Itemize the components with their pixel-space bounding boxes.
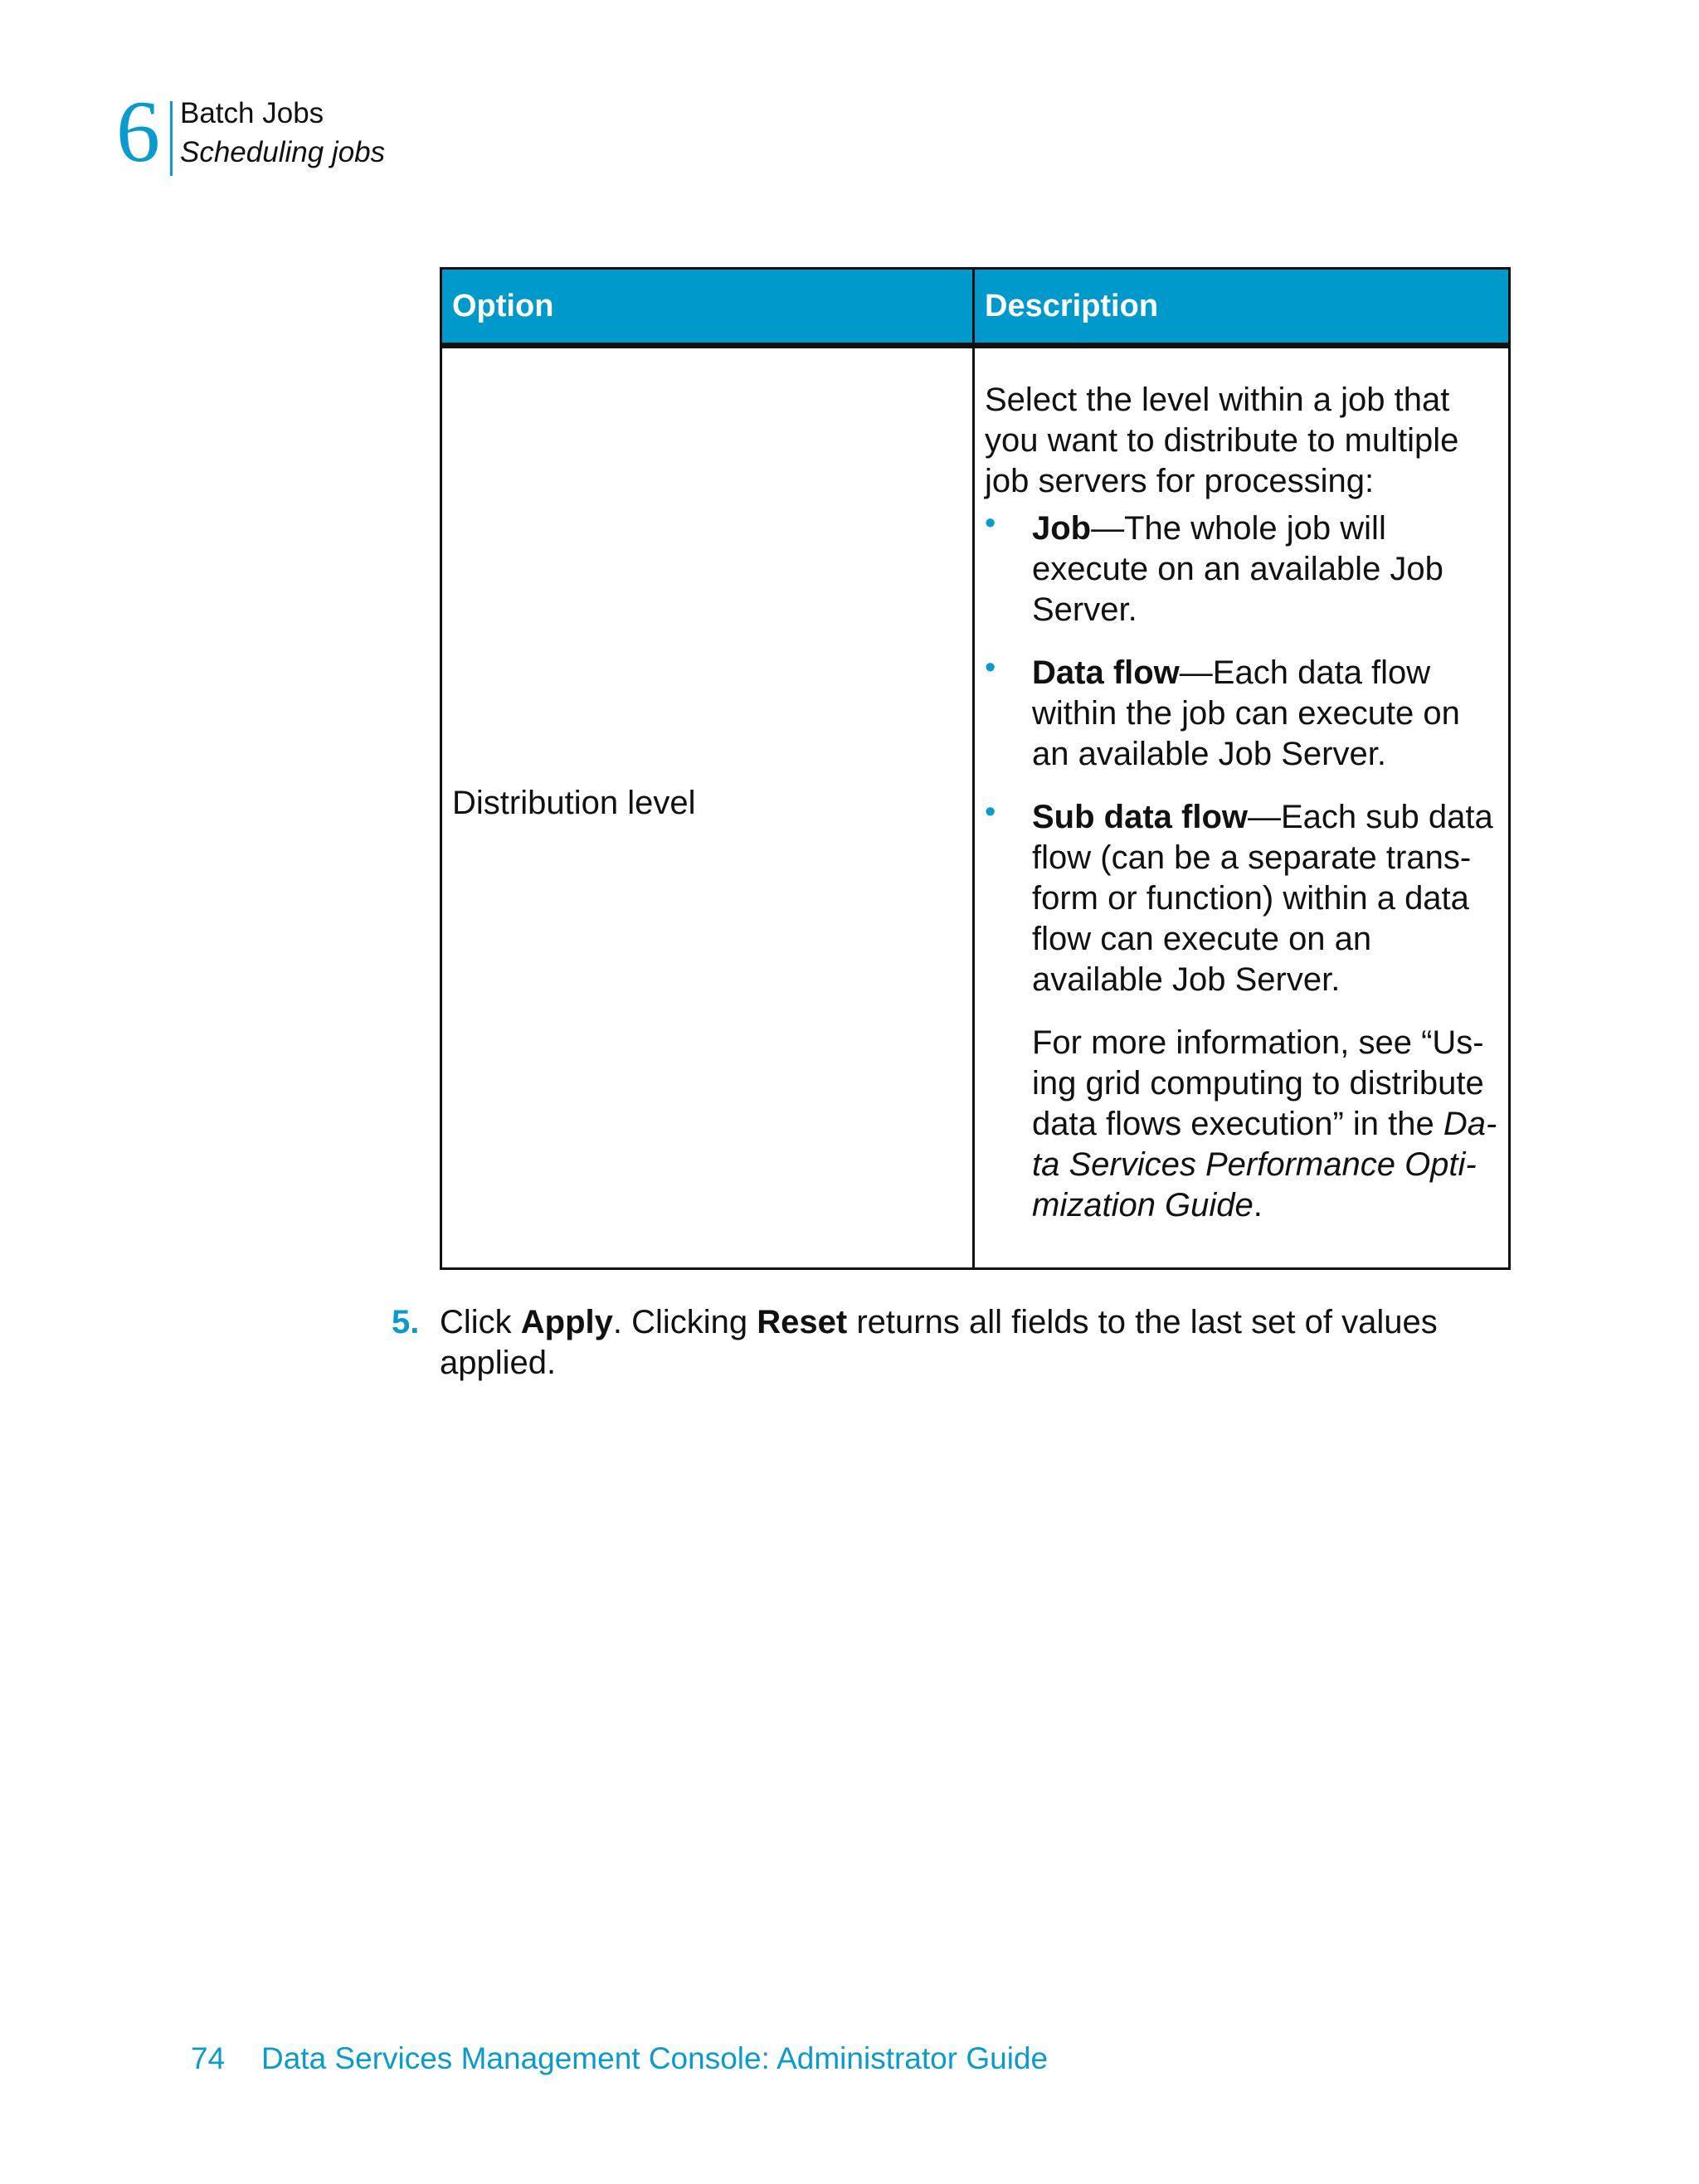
table-row: [441, 346, 1510, 1269]
chapter-number: 6: [116, 83, 160, 180]
bullet-text: —Each sub data flow (can be a separate trans-form or function) within a data flow can execute on an available Job Server.: [1032, 799, 1493, 998]
column-header-description: Description: [974, 269, 1510, 346]
bullet-term: Sub data flow: [1032, 799, 1248, 835]
level-list: [985, 508, 1498, 1000]
list-item: [985, 508, 1498, 630]
bullet-text: —Each data flow within the job can execute on an available Job Server.: [1032, 654, 1460, 772]
table-header-row: [441, 269, 1510, 346]
description-cell: [974, 346, 1510, 1269]
section-title: Scheduling jobs: [180, 136, 386, 168]
bullet-term: Job: [1032, 510, 1092, 547]
more-info-note: [985, 1023, 1498, 1226]
guide-reference: Da-ta Services Performance Opti-mization Guide: [1032, 1106, 1497, 1223]
bullet-icon: •: [985, 506, 996, 541]
bullet-text: —The whole job will execute on an available Job Server.: [1032, 510, 1443, 628]
document-title: Data Services Management Console: Administrator Guide: [261, 2041, 1049, 2075]
chapter-divider: [170, 101, 173, 176]
bullet-icon: •: [985, 650, 996, 685]
reset-term: Reset: [757, 1304, 848, 1340]
bullet-icon: •: [985, 795, 996, 829]
step-text-part: Click: [440, 1304, 521, 1340]
list-item: [985, 797, 1498, 1000]
description-intro: Select the level within a job that you want to distribute to multiple job servers for processing:: [985, 382, 1459, 499]
step-number: 5.: [392, 1304, 420, 1340]
step-text-part: . Clicking: [612, 1304, 757, 1340]
apply-term: Apply: [520, 1304, 613, 1340]
bullet-term: Data flow: [1032, 654, 1180, 691]
chapter-title: Batch Jobs: [180, 97, 324, 129]
more-info-prefix: For more information, see “Us-ing grid computing to distribute data flows execution” in the: [1032, 1024, 1484, 1142]
options-table: [440, 267, 1511, 1270]
step-5: [392, 1302, 1503, 1384]
list-item: [985, 650, 1498, 775]
page-number: 74: [191, 2041, 226, 2075]
step-text: [440, 1302, 1503, 1384]
step-text-part: returns all fields to the last set of values applied.: [440, 1304, 1438, 1381]
option-cell: Distribution level: [441, 346, 974, 1269]
more-info-suffix: .: [1253, 1187, 1263, 1223]
column-header-option: Option: [441, 269, 974, 346]
page-footer: [191, 2041, 1048, 2077]
